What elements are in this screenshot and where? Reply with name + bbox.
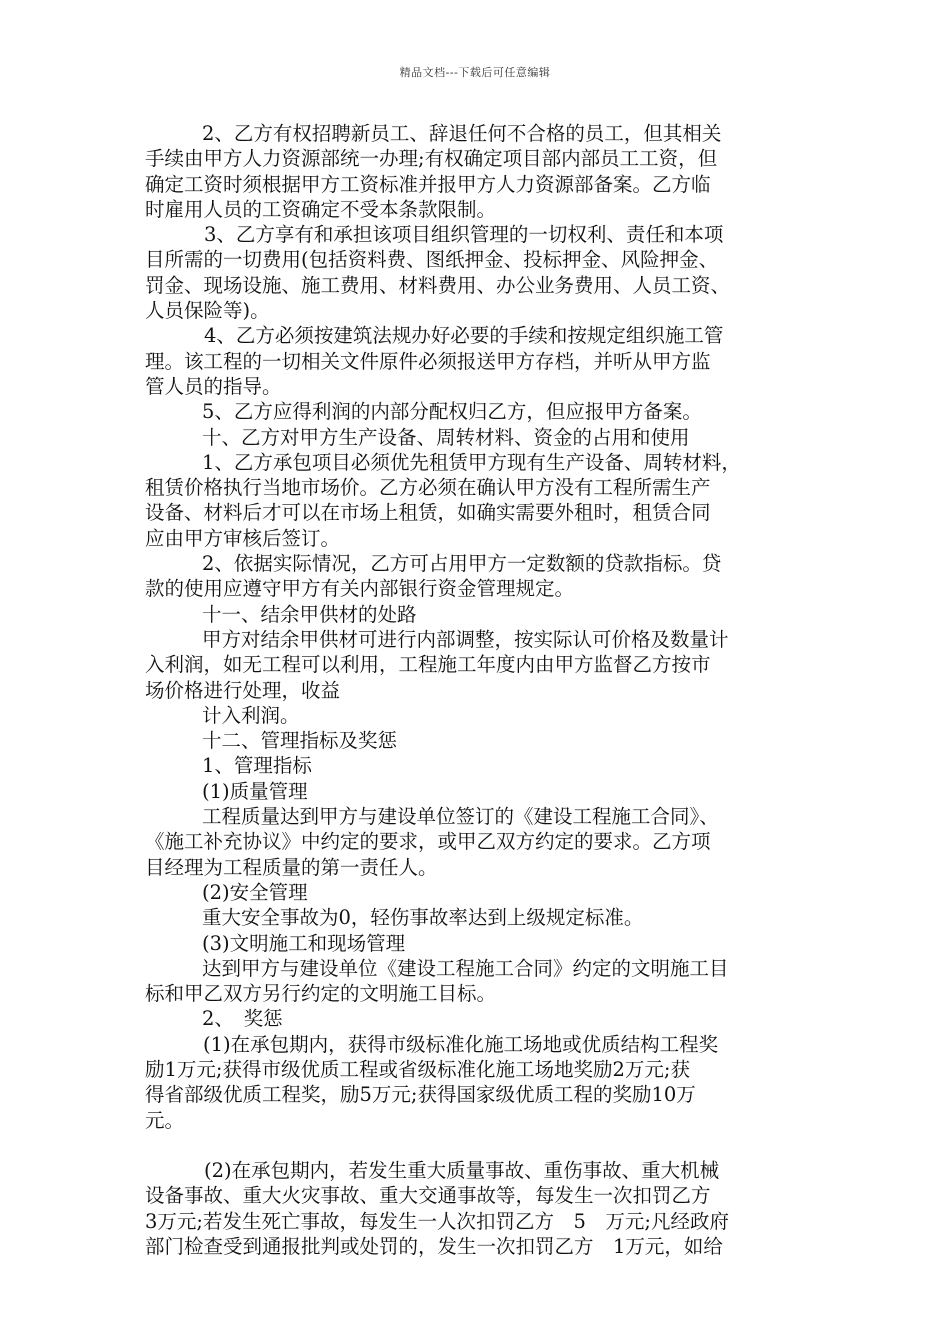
page-header: 精品文档---下载后可任意编辑	[399, 66, 551, 79]
text-line: 十、乙方对甲方生产设备、周转材料、资金的占用和使用	[202, 425, 690, 449]
text-line: 理。该工程的一切相关文件原件必须报送甲方存档，并听从甲方监	[145, 349, 711, 373]
text-line: 达到甲方与建设单位《建设工程施工合同》约定的文明施工目	[202, 956, 729, 980]
text-line: 1、乙方承包项目必须优先租赁甲方现有生产设备、周转材料，	[202, 450, 741, 474]
text-line: 手续由甲方人力资源部统一办理;有权确定项目部内部员工工资，但	[145, 147, 718, 171]
text-line: 标和甲乙双方另行约定的文明施工目标。	[145, 982, 497, 1006]
text-line: 部门检查受到通报批判或处罚的，发生一次扣罚乙方 1万元，如给	[145, 1235, 723, 1259]
text-line	[145, 1133, 825, 1158]
text-line: 3、乙方享有和承担该项目组织管理的一切权利、责任和本项	[204, 223, 724, 247]
text-line: 4、乙方必须按建筑法规办好必要的手续和按规定组织施工管	[204, 324, 724, 348]
text-line: 时雇用人员的工资确定不受本条款限制。	[145, 197, 497, 221]
text-line: 2、乙方有权招聘新员工、辞退任何不合格的员工，但其相关	[202, 122, 722, 145]
text-line: 罚金、现场设施、施工费用、材料费用、办公业务费用、人员工资、	[145, 273, 731, 297]
text-line: 《施工补充协议》中约定的要求，或甲乙双方约定的要求。乙方项	[145, 830, 711, 854]
text-line: 1、管理指标	[202, 754, 312, 778]
text-line: (2)安全管理	[202, 880, 308, 904]
text-line: 管人员的指导。	[145, 374, 282, 398]
text-line: 设备、材料后才可以在市场上租赁，如确实需要外租时，租赁合同	[145, 501, 711, 525]
document-body	[145, 121, 825, 1259]
text-line: 2、 奖惩	[202, 1007, 283, 1031]
text-line: 目所需的一切费用(包括资料费、图纸押金、投标押金、风险押金、	[145, 248, 719, 272]
text-line: 3万元;若发生死亡事故，每发生一人次扣罚乙方 5 万元;凡经政府	[145, 1209, 729, 1233]
text-line: 元。	[145, 1108, 185, 1132]
text-line: (1)质量管理	[202, 779, 308, 803]
text-line: 入利润，如无工程可以利用，工程施工年度内由甲方监督乙方按市	[145, 653, 711, 677]
text-line: 甲方对结余甲供材可进行内部调整，按实际认可价格及数量计	[202, 627, 729, 651]
text-line: 2、依据实际情况，乙方可占用甲方一定数额的贷款指标。贷	[202, 552, 722, 576]
text-line: 工程质量达到甲方与建设单位签订的《建设工程施工合同》、	[202, 805, 719, 829]
text-line: 人员保险等)。	[145, 299, 270, 323]
text-line: 应由甲方审核后签订。	[145, 526, 341, 550]
text-line: 5、乙方应得利润的内部分配权归乙方，但应报甲方备案。	[202, 400, 702, 424]
text-line: (2)在承包期内，若发生重大质量事故、重伤事故、重大机械	[204, 1159, 720, 1183]
text-line: 十二、管理指标及奖惩	[202, 729, 398, 753]
text-line: 励1万元;获得市级优质工程或省级标准化施工场地奖励2万元;获	[145, 1057, 690, 1081]
text-line: 计入利润。	[202, 703, 300, 727]
text-line: 款的使用应遵守甲方有关内部银行资金管理规定。	[145, 577, 575, 601]
text-line: 确定工资时须根据甲方工资标准并报甲方人力资源部备案。乙方临	[145, 172, 711, 196]
text-line: 目经理为工程质量的第一责任人。	[145, 855, 438, 879]
text-line: (3)文明施工和现场管理	[202, 931, 406, 955]
text-line: (1)在承包期内，获得市级标准化施工场地或优质结构工程奖	[203, 1032, 719, 1056]
text-line: 设备事故、重大火灾事故、重大交通事故等，每发生一次扣罚乙方	[145, 1184, 711, 1208]
text-line: 重大安全事故为0，轻伤事故率达到上级规定标准。	[202, 906, 644, 930]
text-line: 得省部级优质工程奖，励5万元;获得国家级优质工程的奖励10万	[145, 1083, 696, 1107]
text-line: 十一、结余甲供材的处路	[202, 602, 417, 626]
text-line: 租赁价格执行当地市场价。乙方必须在确认甲方没有工程所需生产	[145, 476, 711, 500]
text-line: 场价格进行处理，收益	[145, 678, 341, 702]
